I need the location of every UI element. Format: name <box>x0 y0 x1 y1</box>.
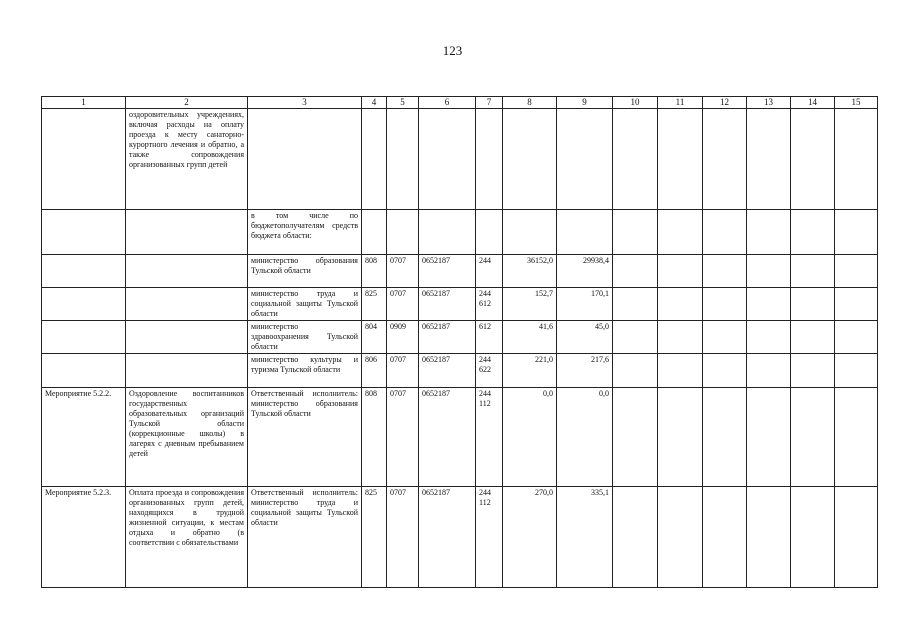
cell-col-3: Ответственный исполнитель: министерство труда и социальной защиты Тульской области <box>248 487 362 588</box>
cell-empty <box>835 109 878 210</box>
cell-empty <box>747 109 791 210</box>
table-row <box>42 109 878 210</box>
table-row <box>42 288 878 321</box>
cell-empty <box>835 210 878 255</box>
cell-col-7: 612 <box>476 321 503 354</box>
cell-empty <box>747 210 791 255</box>
cell-col-9: 45,0 <box>557 321 613 354</box>
cell-col-4 <box>362 210 387 255</box>
header-cell: 1 <box>42 97 126 109</box>
cell-col-3: министерство культуры и туризма Тульской области <box>248 354 362 388</box>
cell-empty <box>835 288 878 321</box>
header-row <box>42 97 878 109</box>
cell-col-7: 244 612 <box>476 288 503 321</box>
cell-empty <box>613 388 658 487</box>
cell-col-6: 0652187 <box>419 321 476 354</box>
cell-empty <box>613 354 658 388</box>
cell-empty <box>835 321 878 354</box>
header-cell: 11 <box>658 97 703 109</box>
header-cell: 5 <box>387 97 419 109</box>
cell-empty <box>613 487 658 588</box>
cell-col-2: Оплата проезда и сопровождения организованных групп детей, находящихся в трудной жизненной ситуации, к местам отдыха и обратно (в соответствии с обязательствами <box>126 487 248 588</box>
cell-empty <box>658 210 703 255</box>
cell-col-1 <box>42 354 126 388</box>
cell-col-8: 36152,0 <box>503 255 557 288</box>
cell-col-3: в том числе по бюджетополучателям средств бюджета области: <box>248 210 362 255</box>
cell-col-5 <box>387 210 419 255</box>
cell-col-8: 270,0 <box>503 487 557 588</box>
cell-col-1: Мероприятие 5.2.2. <box>42 388 126 487</box>
cell-empty <box>835 487 878 588</box>
cell-empty <box>791 109 835 210</box>
cell-col-9: 335,1 <box>557 487 613 588</box>
table-row <box>42 487 878 588</box>
cell-col-2 <box>126 321 248 354</box>
cell-col-2 <box>126 288 248 321</box>
cell-col-5: 0909 <box>387 321 419 354</box>
cell-col-1 <box>42 210 126 255</box>
cell-empty <box>747 288 791 321</box>
cell-col-4: 806 <box>362 354 387 388</box>
cell-col-9: 217,6 <box>557 354 613 388</box>
table-row <box>42 210 878 255</box>
cell-empty <box>703 388 747 487</box>
cell-empty <box>791 210 835 255</box>
cell-empty <box>703 487 747 588</box>
cell-col-8 <box>503 109 557 210</box>
cell-empty <box>835 388 878 487</box>
cell-empty <box>791 321 835 354</box>
cell-col-5: 0707 <box>387 354 419 388</box>
cell-empty <box>703 255 747 288</box>
cell-empty <box>747 255 791 288</box>
cell-col-1 <box>42 255 126 288</box>
cell-empty <box>747 388 791 487</box>
header-cell: 7 <box>476 97 503 109</box>
cell-empty <box>835 255 878 288</box>
cell-empty <box>703 354 747 388</box>
cell-col-1 <box>42 321 126 354</box>
cell-col-7: 244 112 <box>476 388 503 487</box>
cell-empty <box>835 354 878 388</box>
cell-empty <box>613 255 658 288</box>
cell-col-5: 0707 <box>387 255 419 288</box>
cell-empty <box>658 109 703 210</box>
cell-empty <box>658 288 703 321</box>
header-cell: 14 <box>791 97 835 109</box>
cell-empty <box>791 288 835 321</box>
cell-col-6: 0652187 <box>419 255 476 288</box>
cell-col-7: 244 112 <box>476 487 503 588</box>
cell-empty <box>747 487 791 588</box>
cell-col-4: 808 <box>362 388 387 487</box>
cell-col-9: 0,0 <box>557 388 613 487</box>
cell-col-2: оздоровительных учреждениях, включая расходы на оплату проезда к месту санаторно-курортного лечения и обратно, а также сопровождения организованных групп детей <box>126 109 248 210</box>
cell-empty <box>791 255 835 288</box>
cell-empty <box>703 321 747 354</box>
cell-col-9: 29938,4 <box>557 255 613 288</box>
cell-col-1 <box>42 109 126 210</box>
cell-col-4 <box>362 109 387 210</box>
page-number: 123 <box>442 43 463 58</box>
table-row <box>42 388 878 487</box>
cell-col-6 <box>419 210 476 255</box>
header-cell: 15 <box>835 97 878 109</box>
cell-col-6: 0652187 <box>419 354 476 388</box>
header-cell: 9 <box>557 97 613 109</box>
cell-col-5 <box>387 109 419 210</box>
cell-col-1 <box>42 288 126 321</box>
cell-empty <box>791 354 835 388</box>
cell-empty <box>703 109 747 210</box>
cell-col-8 <box>503 210 557 255</box>
cell-col-8: 152,7 <box>503 288 557 321</box>
cell-col-9 <box>557 109 613 210</box>
table-row <box>42 255 878 288</box>
cell-col-7: 244 <box>476 255 503 288</box>
cell-col-1: Мероприятие 5.2.3. <box>42 487 126 588</box>
cell-col-3: Ответственный исполнитель: министерство образования Тульской области <box>248 388 362 487</box>
cell-empty <box>703 210 747 255</box>
cell-empty <box>658 255 703 288</box>
cell-col-2 <box>126 354 248 388</box>
cell-empty <box>658 321 703 354</box>
cell-col-7 <box>476 210 503 255</box>
header-cell: 6 <box>419 97 476 109</box>
cell-empty <box>747 321 791 354</box>
cell-col-2 <box>126 255 248 288</box>
cell-col-6 <box>419 109 476 210</box>
cell-col-3: министерство здравоохранения Тульской области <box>248 321 362 354</box>
cell-col-9: 170,1 <box>557 288 613 321</box>
cell-col-4: 808 <box>362 255 387 288</box>
cell-col-6: 0652187 <box>419 487 476 588</box>
header-cell: 2 <box>126 97 248 109</box>
cell-col-6: 0652187 <box>419 288 476 321</box>
table-row <box>42 321 878 354</box>
cell-col-5: 0707 <box>387 388 419 487</box>
cell-empty <box>791 487 835 588</box>
cell-col-8: 0,0 <box>503 388 557 487</box>
cell-col-4: 804 <box>362 321 387 354</box>
header-cell: 13 <box>747 97 791 109</box>
cell-col-9 <box>557 210 613 255</box>
cell-empty <box>613 109 658 210</box>
cell-col-7: 244 622 <box>476 354 503 388</box>
header-cell: 8 <box>503 97 557 109</box>
header-cell: 3 <box>248 97 362 109</box>
cell-col-8: 221,0 <box>503 354 557 388</box>
cell-col-8: 41,6 <box>503 321 557 354</box>
cell-col-4: 825 <box>362 487 387 588</box>
cell-empty <box>613 321 658 354</box>
cell-col-3 <box>248 109 362 210</box>
cell-col-7 <box>476 109 503 210</box>
cell-empty <box>658 388 703 487</box>
cell-empty <box>613 210 658 255</box>
header-cell: 4 <box>362 97 387 109</box>
cell-empty <box>791 388 835 487</box>
cell-col-3: министерство образования Тульской области <box>248 255 362 288</box>
cell-col-5: 0707 <box>387 288 419 321</box>
cell-empty <box>613 288 658 321</box>
cell-col-4: 825 <box>362 288 387 321</box>
cell-empty <box>658 354 703 388</box>
cell-col-2 <box>126 210 248 255</box>
cell-empty <box>747 354 791 388</box>
header-cell: 12 <box>703 97 747 109</box>
table-row <box>42 354 878 388</box>
cell-col-5: 0707 <box>387 487 419 588</box>
cell-col-3: министерство труда и социальной защиты Тульской области <box>248 288 362 321</box>
cell-col-2: Оздоровление воспитанников государственных образовательных организаций Тульской области (коррекционные школы) в лагерях с дневным пребыванием детей <box>126 388 248 487</box>
budget-table <box>41 96 878 588</box>
header-cell: 10 <box>613 97 658 109</box>
cell-empty <box>658 487 703 588</box>
cell-col-6: 0652187 <box>419 388 476 487</box>
cell-empty <box>703 288 747 321</box>
